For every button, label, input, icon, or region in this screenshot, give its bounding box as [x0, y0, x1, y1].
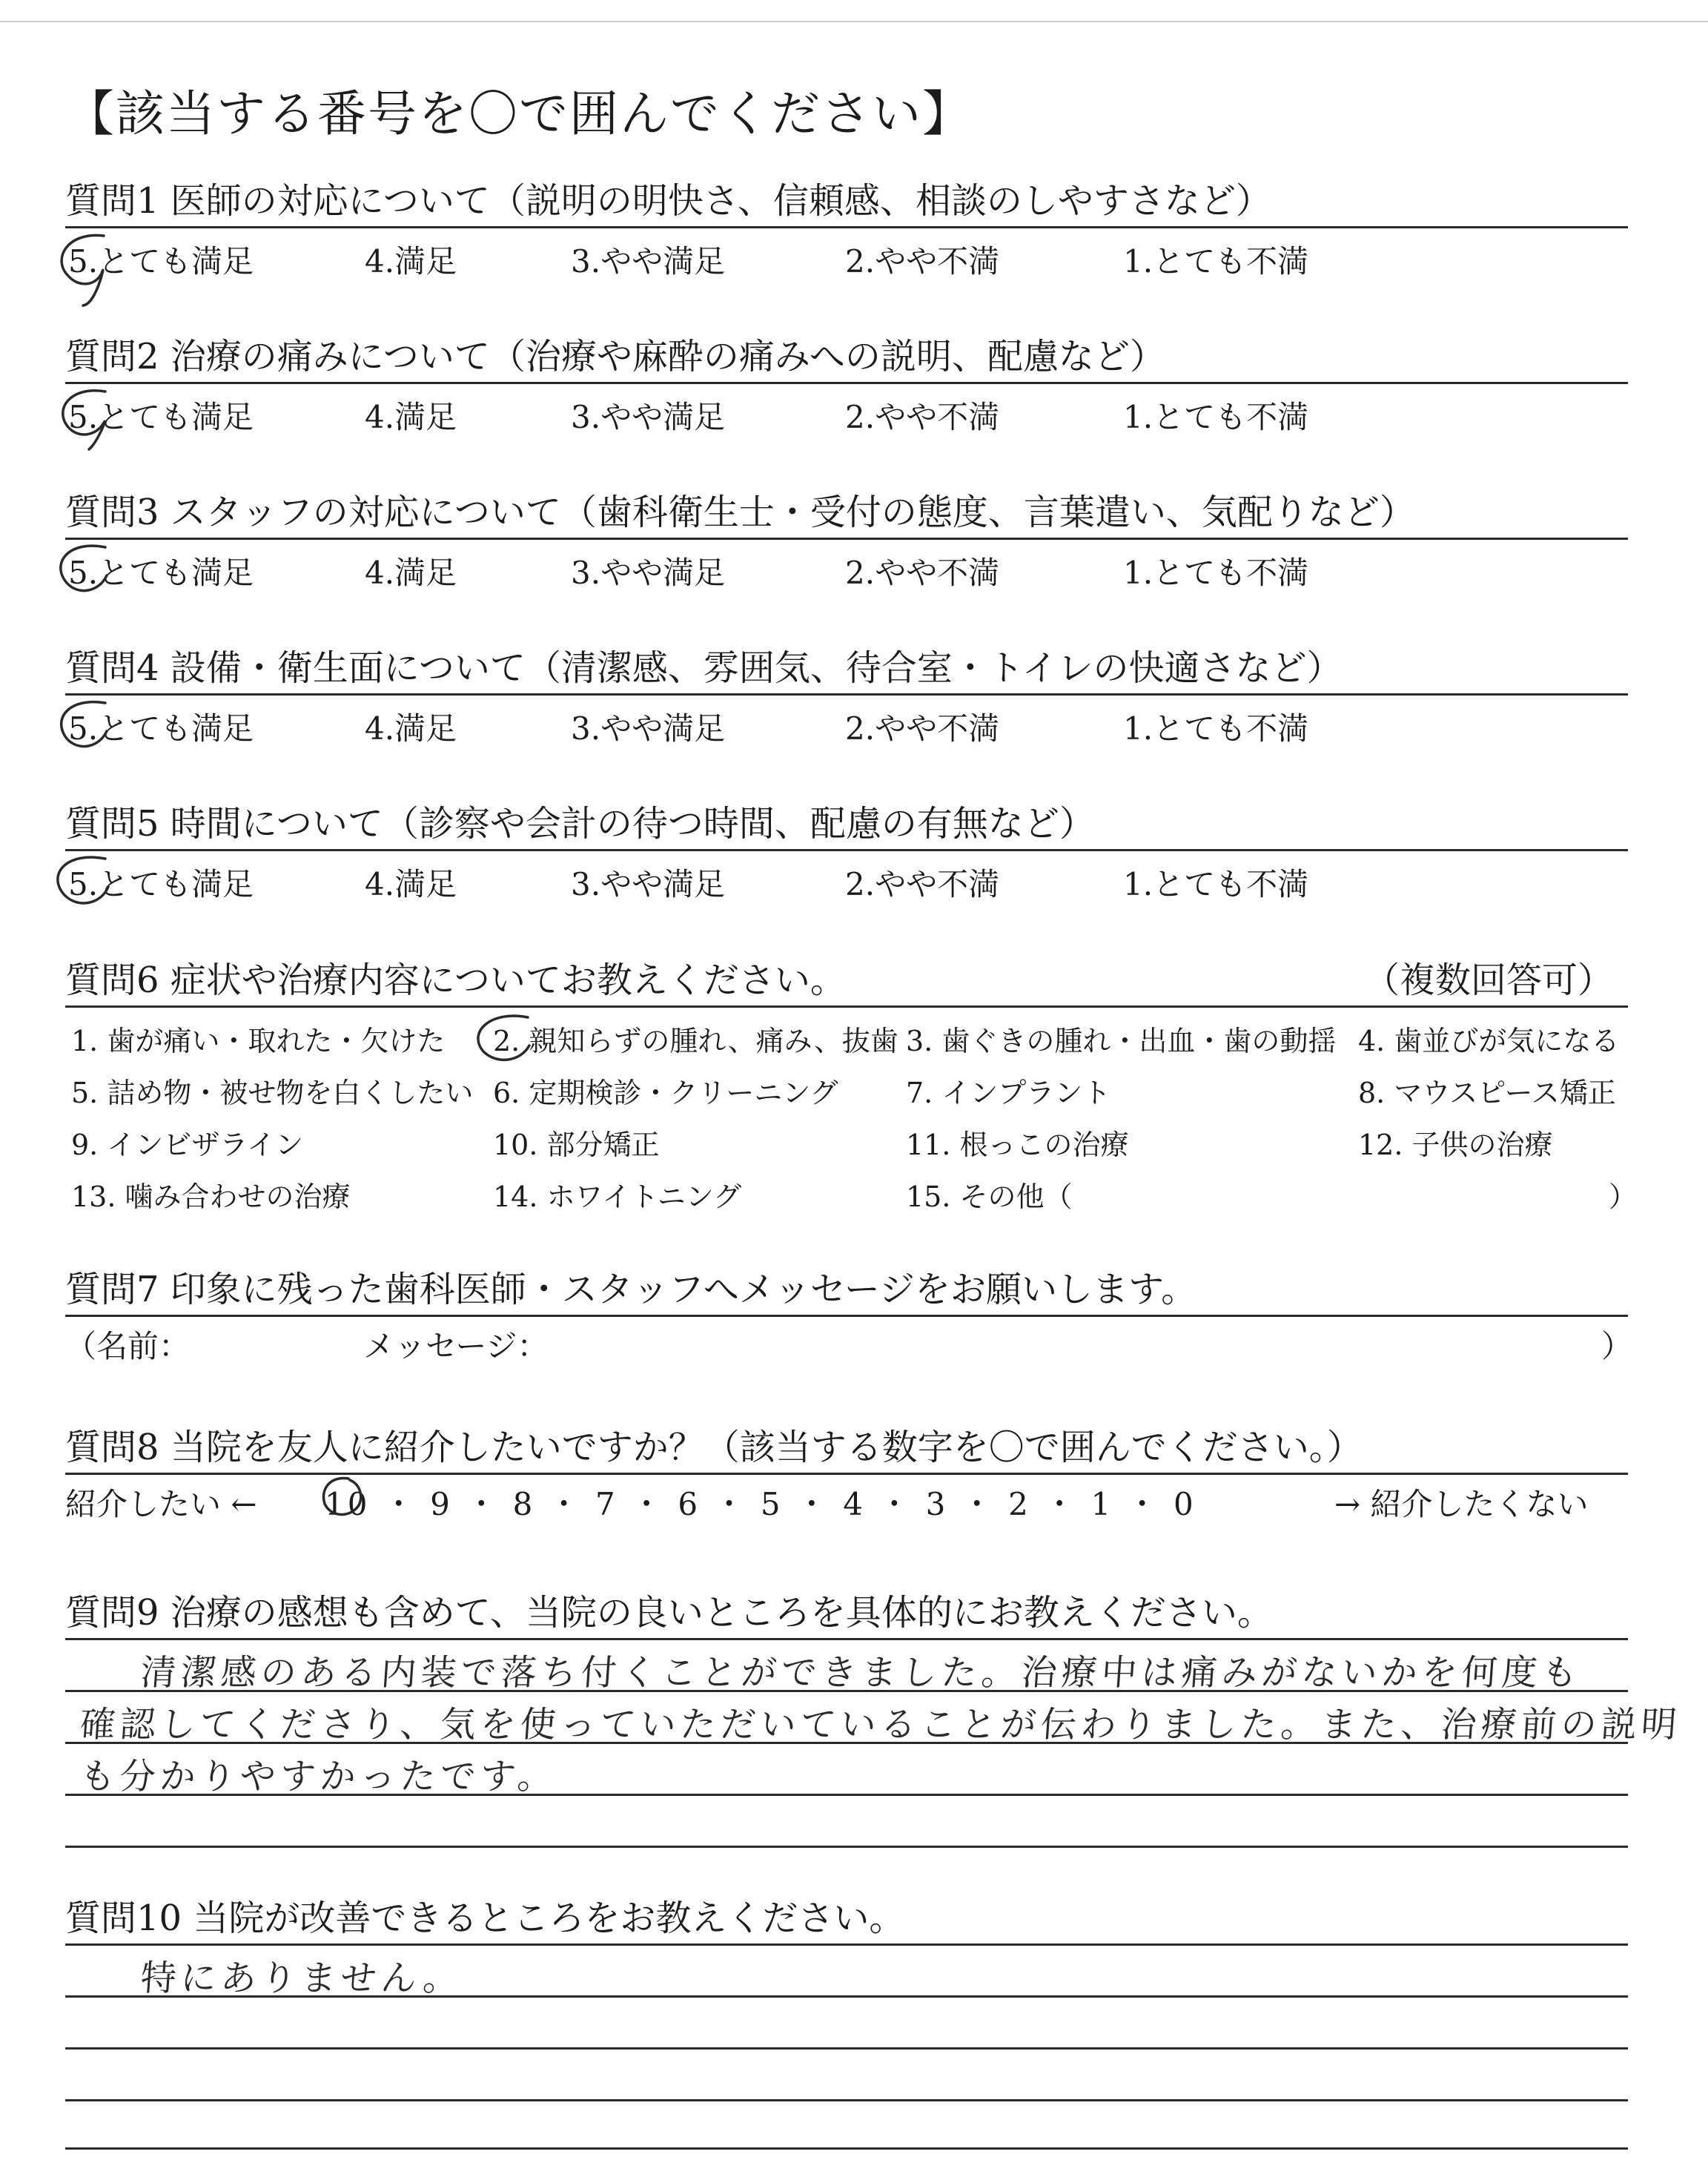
q6-option[interactable]: 14. ホワイトニング: [493, 1180, 742, 1213]
q6-option[interactable]: 3. 歯ぐきの腫れ・出血・歯の動揺: [906, 1025, 1337, 1057]
q6-option[interactable]: 1. 歯が痛い・取れた・欠けた: [71, 1025, 446, 1057]
message-field-label[interactable]: メッセージ：: [363, 1328, 549, 1364]
q1-option-1[interactable]: 1.とても不満: [1123, 243, 1309, 280]
q4-option-3[interactable]: 3.やや満足: [571, 710, 726, 747]
q3-option-3[interactable]: 3.やや満足: [571, 555, 726, 591]
q1-option-5[interactable]: 5.とても満足: [68, 243, 254, 280]
question-9: 質問9 治療の感想も含めて、当院の良いところを具体的にお教えください。: [65, 1592, 1273, 1634]
q6-option[interactable]: 6. 定期検診・クリーニング: [493, 1077, 838, 1109]
q2-option-1[interactable]: 1.とても不満: [1123, 399, 1309, 435]
q3-option-4[interactable]: 4.満足: [365, 555, 457, 591]
q4-option-4[interactable]: 4.満足: [365, 710, 457, 747]
question-10: 質問10 当院が改善できるところをお教えください。: [65, 1898, 905, 1939]
question-2: 質問2 治療の痛みについて（治療や麻酔の痛みへの説明、配慮など）: [65, 336, 1165, 377]
q5-circle-mark: [58, 857, 108, 903]
q4-option-2[interactable]: 2.やや不満: [845, 710, 1000, 747]
q1-option-2[interactable]: 2.やや不満: [845, 243, 1000, 280]
page-title: 【該当する番号を〇で囲んでください】: [65, 85, 973, 142]
question-8: 質問8 当院を友人に紹介したいですか？（該当する数字を〇で囲んでください。）: [65, 1427, 1363, 1468]
recommend-scale-numbers[interactable]: 10 ・ 9 ・ 8 ・ 7 ・ 6 ・ 5 ・ 4 ・ 3 ・ 2 ・ 1 ・ 0: [325, 1486, 1196, 1522]
q6-option-other[interactable]: 15. その他（: [906, 1180, 1073, 1213]
q8-circle-mark: [323, 1478, 360, 1514]
recommend-scale-right: → 紹介したくない: [1334, 1486, 1589, 1522]
q5-option-4[interactable]: 4.満足: [365, 866, 457, 902]
name-field-label[interactable]: （名前：: [65, 1328, 191, 1364]
q10-answer-line[interactable]: 特にありません。: [139, 1958, 465, 1999]
question-5: 質問5 時間について（診察や会計の待つ時間、配慮の有無など）: [65, 803, 1095, 845]
multiple-answers-note: （複数回答可）: [1364, 960, 1614, 1001]
q1-option-4[interactable]: 4.満足: [365, 243, 457, 280]
q6-option[interactable]: 2. 親知らずの腫れ、痛み、抜歯: [493, 1025, 898, 1057]
q3-circle-mark: [61, 546, 107, 590]
q2-option-2[interactable]: 2.やや不満: [845, 399, 1000, 435]
q6-other-close: ）: [1609, 1180, 1638, 1213]
q6-option[interactable]: 11. 根っこの治療: [906, 1129, 1129, 1161]
q2-option-3[interactable]: 3.やや満足: [571, 399, 726, 435]
q3-option-5[interactable]: 5.とても満足: [68, 555, 254, 591]
q6-option[interactable]: 10. 部分矯正: [493, 1129, 660, 1161]
question-6: 質問6 症状や治療内容についてお教えください。: [65, 960, 846, 1001]
q6-option2-circle-mark: [478, 1016, 529, 1060]
q5-option-3[interactable]: 3.やや満足: [571, 866, 726, 902]
q2-option-4[interactable]: 4.満足: [365, 399, 457, 435]
q9-answer-line[interactable]: 清潔感のある内装で落ち付くことができました。治療中は痛みがないかを何度も: [139, 1652, 1583, 1694]
q6-option[interactable]: 5. 詰め物・被せ物を白くしたい: [71, 1077, 474, 1109]
q1-circle-mark: [62, 235, 104, 305]
q2-circle-mark: [63, 391, 105, 449]
q6-option[interactable]: 4. 歯並びが気になる: [1358, 1025, 1620, 1057]
q4-circle-mark: [62, 702, 107, 747]
question-7: 質問7 印象に残った歯科医師・スタッフへメッセージをお願いします。: [65, 1269, 1197, 1310]
q4-option-1[interactable]: 1.とても不満: [1123, 710, 1309, 747]
question-3: 質問3 スタッフの対応について（歯科衛生士・受付の態度、言葉遣い、気配りなど）: [65, 492, 1415, 533]
q9-answer-line[interactable]: 確認してくださり、気を使っていただいていることが伝わりました。また、治療前の説明: [78, 1704, 1683, 1745]
question-4: 質問4 設備・衛生面について（清潔感、雰囲気、待合室・トイレの快適さなど）: [65, 647, 1343, 689]
q6-option[interactable]: 12. 子供の治療: [1358, 1129, 1553, 1161]
message-field-close: ）: [1601, 1328, 1633, 1364]
q6-option[interactable]: 7. インプラント: [906, 1077, 1111, 1109]
q6-option[interactable]: 8. マウスピース矯正: [1358, 1077, 1616, 1109]
q5-option-5[interactable]: 5.とても満足: [68, 866, 254, 902]
q5-option-2[interactable]: 2.やや不満: [845, 866, 1000, 902]
q3-option-2[interactable]: 2.やや不満: [845, 555, 1000, 591]
q6-option[interactable]: 9. インビザライン: [71, 1129, 304, 1161]
q3-option-1[interactable]: 1.とても不満: [1123, 555, 1309, 591]
recommend-scale-left: 紹介したい ←: [65, 1486, 257, 1522]
question-1: 質問1 医師の対応について（説明の明快さ、信頼感、相談のしやすさなど）: [65, 180, 1271, 222]
q1-option-3[interactable]: 3.やや満足: [571, 243, 726, 280]
q5-option-1[interactable]: 1.とても不満: [1123, 866, 1309, 902]
q2-option-5[interactable]: 5.とても満足: [68, 399, 254, 435]
q9-answer-line[interactable]: も分かりやすかったです。: [78, 1756, 559, 1797]
q6-option[interactable]: 13. 噛み合わせの治療: [71, 1180, 351, 1213]
q4-option-5[interactable]: 5.とても満足: [68, 710, 254, 747]
